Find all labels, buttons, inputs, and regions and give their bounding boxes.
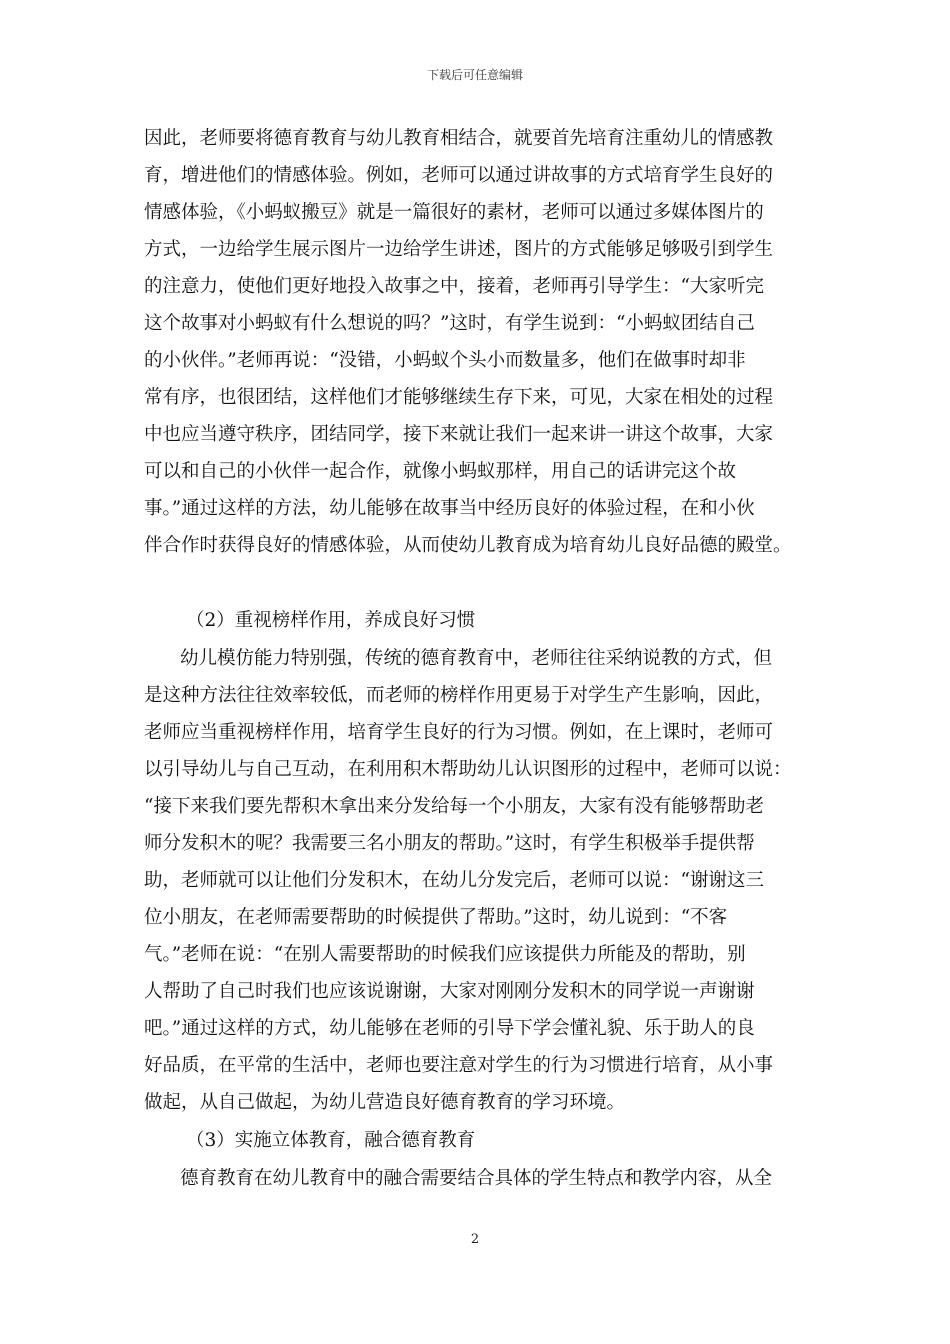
paragraph-line: 老师应当重视榜样作用，培育学生良好的行为习惯。例如，在上课时，老师可 [144, 722, 774, 743]
paragraph-line: 方式，一边给学生展示图片一边给学生讲述，图片的方式能够足够吸引到学生 [144, 239, 774, 260]
paragraph-line: 的注意力，使他们更好地投入故事之中，接着，老师再引导学生：“大家听完 [144, 276, 764, 297]
paragraph-line: 位小朋友，在老师需要帮助的时候提供了帮助。”这时，幼儿说到：“不客 [144, 907, 728, 928]
paragraph-line: 育，增进他们的情感体验。例如，老师可以通过讲故事的方式培育学生良好的 [144, 165, 774, 186]
paragraph-line: 气。”老师在说：“在别人需要帮助的时候我们应该提供力所能及的帮助，别 [144, 944, 746, 965]
paragraph-line: “接下来我们要先帮积木拿出来分发给每一个小朋友，大家有没有能够帮助老 [144, 796, 764, 817]
paragraph-line: 这个故事对小蚂蚁有什么想说的吗？”这时，有学生说到：“小蚂蚁团结自己 [144, 313, 755, 334]
paragraph-line: 以引导幼儿与自己互动，在利用积木帮助幼儿认识图形的过程中，老师可以说： [144, 759, 792, 780]
paragraph-line: 幼儿模仿能力特别强，传统的德育教育中，老师往往采纳说教的方式，但 [180, 648, 773, 669]
paragraph-line: 情感体验，《小蚂蚁搬豆》就是一篇很好的素材，老师可以通过多媒体图片的 [144, 202, 764, 223]
paragraph-line: 是这种方法往往效率较低，而老师的榜样作用更易于对学生产生影响，因此， [144, 685, 774, 706]
paragraph-line: 师分发积木的呢？我需要三名小朋友的帮助。”这时，有学生积极举手提供帮 [144, 833, 755, 854]
paragraph-line: 助，老师就可以让他们分发积木，在幼儿分发完后，老师可以说：“谢谢这三 [144, 870, 764, 891]
page-number: 2 [470, 1232, 480, 1247]
paragraph-line: 伴合作时获得良好的情感体验，从而使幼儿教育成为培育幼儿良好品德的殿堂。 [144, 535, 792, 556]
paragraph-line: 可以和自己的小伙伴一起合作，就像小蚂蚁那样，用自己的话讲完这个故 [144, 461, 737, 482]
paragraph-line: 的小伙伴。”老师再说：“没错，小蚂蚁个头小而数量多，他们在做事时却非 [144, 350, 746, 371]
paragraph-line: 因此，老师要将德育教育与幼儿教育相结合，就要首先培育注重幼儿的情感教 [144, 128, 774, 149]
paragraph-line: 人帮助了自己时我们也应该说谢谢，大家对刚刚分发积木的同学说一声谢谢 [144, 981, 755, 1002]
paragraph-line: 中也应当遵守秩序，团结同学，接下来就让我们一起来讲一讲这个故事，大家 [144, 424, 774, 445]
paragraph-line: 吧。”通过这样的方式，幼儿能够在老师的引导下学会懂礼貌、乐于助人的良 [144, 1018, 755, 1039]
section-heading-3: （3）实施立体教育，融合德育教育 [186, 1130, 476, 1151]
section-heading-2: （2）重视榜样作用，养成良好习惯 [186, 610, 476, 631]
page-header: 下载后可任意编辑 [426, 68, 523, 82]
paragraph-line: 做起，从自己做起，为幼儿营造良好德育教育的学习环境。 [144, 1092, 626, 1113]
paragraph-line: 好品质，在平常的生活中，老师也要注意对学生的行为习惯进行培育，从小事 [144, 1055, 774, 1076]
paragraph-line: 德育教育在幼儿教育中的融合需要结合具体的学生特点和教学内容，从全 [180, 1168, 773, 1189]
paragraph-line: 事。”通过这样的方法，幼儿能够在故事当中经历良好的体验过程，在和小伙 [144, 498, 755, 519]
paragraph-line: 常有序，也很团结，这样他们才能够继续生存下来，可见，大家在相处的过程 [144, 387, 774, 408]
